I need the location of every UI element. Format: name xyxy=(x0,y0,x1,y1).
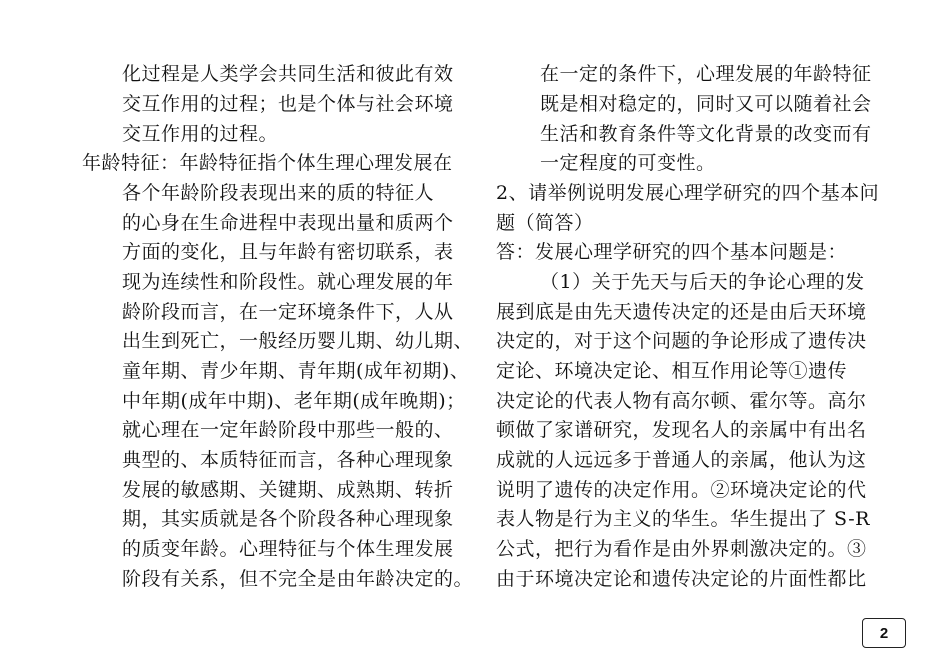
text-line: 成就的人远远多于普通人的亲属，他认为这 xyxy=(496,449,867,471)
text-line: 既是相对稳定的，同时又可以随着社会 xyxy=(540,93,872,115)
text-line: 方面的变化，且与年龄有密切联系，表 xyxy=(122,241,454,263)
question-heading-line: 题（简答） xyxy=(496,212,594,234)
text-line: 表人物是行为主义的华生。华生提出了 S-R xyxy=(496,508,870,530)
text-line: 由于环境决定论和遗传决定论的片面性都比 xyxy=(496,568,867,590)
page-number: 2 xyxy=(862,618,906,648)
text-line: 发展的敏感期、关键期、成熟期、转折 xyxy=(122,479,454,501)
text-line: 展到底是由先天遗传决定的还是由后天环境 xyxy=(496,301,867,323)
text-line: 中年期(成年中期)、老年期(成年晚期)； xyxy=(122,390,466,412)
text-line: 定论、环境决定论、相互作用论等①遗传 xyxy=(496,360,848,382)
text-line: 交互作用的过程；也是个体与社会环境 xyxy=(122,93,454,115)
text-line: 化过程是人类学会共同生活和彼此有效 xyxy=(122,63,454,85)
text-line: 出生到死亡，一般经历婴儿期、幼儿期、 xyxy=(122,330,474,352)
answer-intro-line: 答：发展心理学研究的四个基本问题是： xyxy=(496,241,848,263)
text-line: 童年期、青少年期、青年期(成年初期)、 xyxy=(122,360,470,382)
text-line: 说明了遗传的决定作用。②环境决定论的代 xyxy=(496,479,867,501)
text-line: 就心理在一定年龄阶段中那些一般的、 xyxy=(122,419,454,441)
text-line: 现为连续性和阶段性。就心理发展的年 xyxy=(122,271,454,293)
text-line: 决定的，对于这个问题的争论形成了遗传决 xyxy=(496,330,867,352)
text-line: 的质变年龄。心理特征与个体生理发展 xyxy=(122,538,454,560)
text-line: 龄阶段而言，在一定环境条件下，人从 xyxy=(122,301,454,323)
text-line: 阶段有关系，但不完全是由年龄决定的。 xyxy=(122,568,474,590)
text-line: 期，其实质就是各个阶段各种心理现象 xyxy=(122,508,454,530)
text-line: 的心身在生命进程中表现出量和质两个 xyxy=(122,212,454,234)
text-line: 顿做了家谱研究，发现名人的亲属中有出名 xyxy=(496,419,867,441)
text-line: 公式，把行为看作是由外界刺激决定的。③ xyxy=(496,538,867,560)
text-line: 各个年龄阶段表现出来的质的特征人 xyxy=(122,182,435,204)
text-line: （1）关于先天与后天的争论心理的发 xyxy=(540,271,865,293)
question-heading-line: 2、请举例说明发展心理学研究的四个基本问 xyxy=(496,182,880,204)
text-line: 在一定的条件下，心理发展的年龄特征 xyxy=(540,63,872,85)
text-line: 决定论的代表人物有高尔顿、霍尔等。高尔 xyxy=(496,390,867,412)
text-line: 典型的、本质特征而言，各种心理现象 xyxy=(122,449,454,471)
term-heading-line: 年龄特征：年龄特征指个体生理心理发展在 xyxy=(82,152,453,174)
text-line: 一定程度的可变性。 xyxy=(540,152,716,174)
text-line: 交互作用的过程。 xyxy=(122,123,279,145)
text-line: 生活和教育条件等文化背景的改变而有 xyxy=(540,123,872,145)
